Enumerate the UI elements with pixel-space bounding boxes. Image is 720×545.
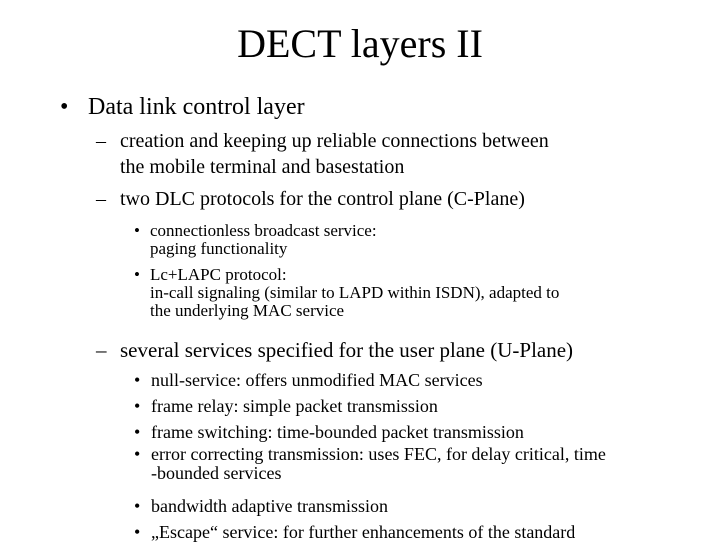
text-line: connectionless broadcast service: bbox=[150, 221, 377, 240]
bullet-icon: • bbox=[134, 496, 141, 516]
item-text: „Escape“ service: for further enhancements of the standard bbox=[151, 522, 576, 542]
item-text: null-service: offers unmodified MAC services bbox=[151, 370, 483, 390]
text-line: in-call signaling (similar to LAPD within ISDN), adapted to bbox=[150, 283, 560, 302]
text-line: creation and keeping up reliable connections between bbox=[120, 130, 549, 152]
bullet-icon: • bbox=[134, 221, 140, 240]
item-text: bandwidth adaptive transmission bbox=[151, 496, 388, 516]
text-line: the mobile terminal and basestation bbox=[120, 156, 405, 178]
text-line: -bounded services bbox=[151, 463, 282, 483]
dash-icon: – bbox=[96, 338, 107, 362]
slide-title: DECT layers II bbox=[237, 21, 483, 66]
item-text: frame switching: time-bounded packet transmission bbox=[151, 422, 524, 442]
bullet-icon: • bbox=[134, 444, 141, 464]
item-text bbox=[150, 222, 377, 258]
item-text bbox=[151, 445, 606, 483]
text-line: the underlying MAC service bbox=[150, 301, 345, 320]
item-text: two DLC protocols for the control plane (C-Plane) bbox=[120, 188, 525, 210]
item-text bbox=[150, 266, 559, 320]
item-text bbox=[120, 128, 549, 180]
item-text: several services specified for the user plane (U-Plane) bbox=[120, 338, 574, 362]
bullet-text: Data link control layer bbox=[88, 94, 305, 120]
bullet-icon: • bbox=[134, 265, 140, 284]
dash-icon: – bbox=[96, 130, 106, 152]
text-line: Lc+LAPC protocol: bbox=[150, 265, 287, 284]
bullet-icon: • bbox=[134, 522, 141, 542]
bullet-icon: • bbox=[134, 422, 141, 442]
bullet-icon: • bbox=[134, 370, 141, 390]
text-line: paging functionality bbox=[150, 239, 288, 258]
bullet-icon: • bbox=[134, 396, 141, 416]
item-text: frame relay: simple packet transmission bbox=[151, 396, 438, 416]
text-line: error correcting transmission: uses FEC, for delay critical, time bbox=[151, 444, 606, 464]
bullet-icon: • bbox=[60, 94, 69, 120]
dash-icon: – bbox=[96, 188, 106, 210]
